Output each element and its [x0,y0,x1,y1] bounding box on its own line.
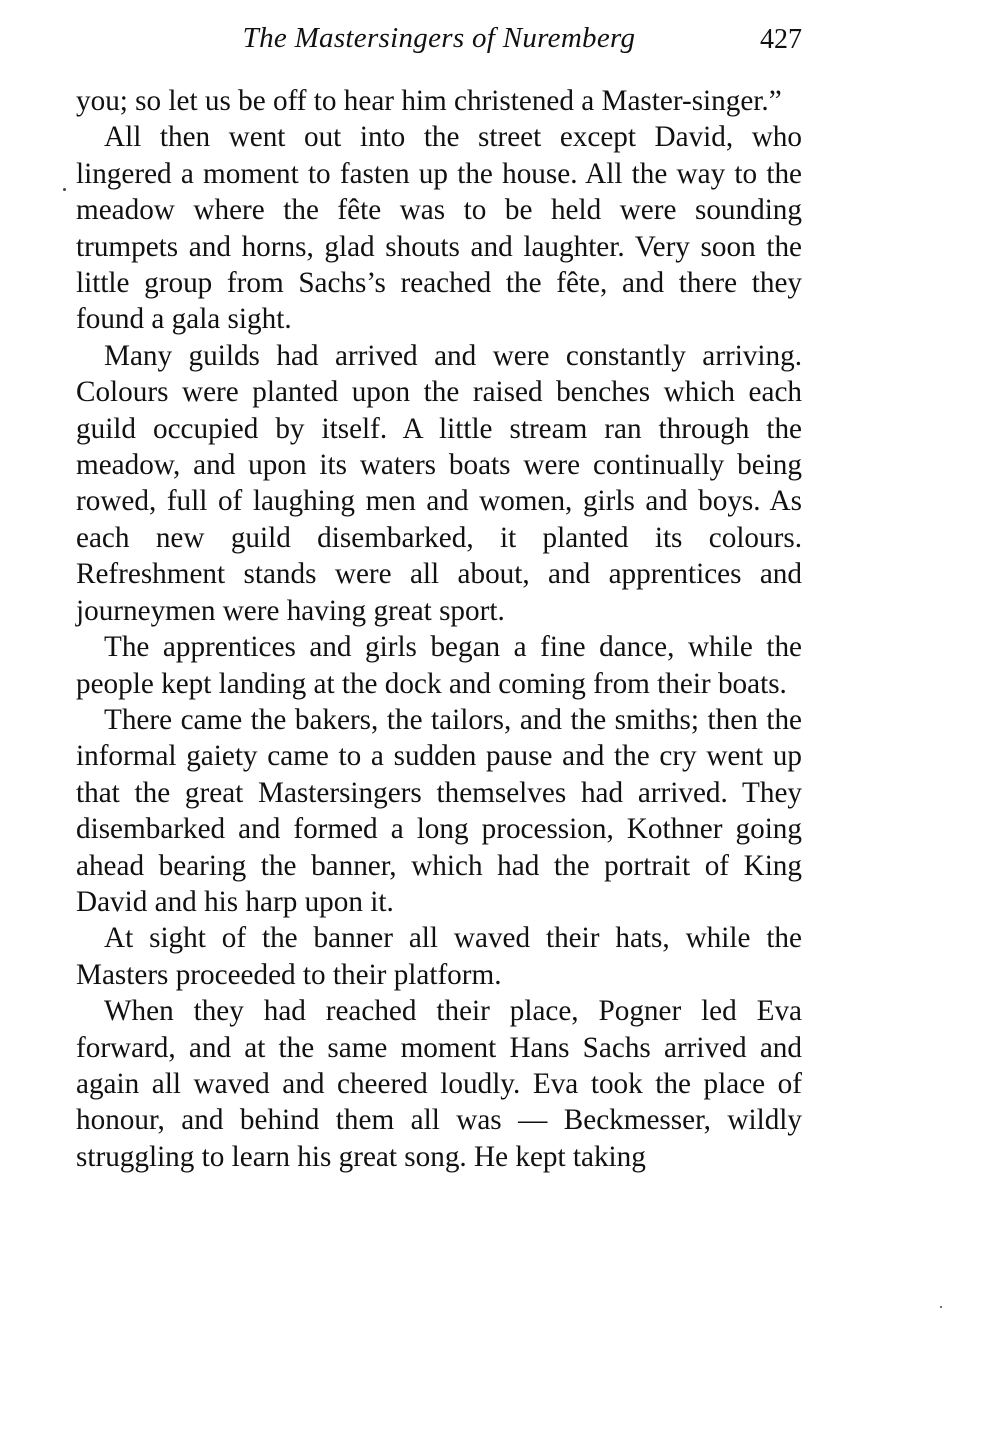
paragraph-continuation: you; so let us be off to hear him christened a Master-singer.” [76,85,782,117]
body-text [76,83,802,1175]
paragraph: There came the bakers, the tailors, and the smiths; then the informal gaiety came to a sudden pause and the cry went up that the great Mastersingers themselves had arrived. They disembarked and formed a long procession, Kothner going ahead bearing the banner, which had the portrait of King David and his harp upon it. [76,703,802,918]
paragraph: At sight of the banner all waved their hats, while the Masters proceeded to their platform. [76,922,802,991]
print-speck [63,188,66,191]
paragraph: All then went out into the street except David, who lingered a moment to fasten up the house. All the way to the meadow where the fête was to be held were sounding trumpets and horns, glad shouts and laughter. Very soon the little group from Sachs’s reached the fête, and there they found a gala sight. [76,121,802,336]
paragraph: When they had reached their place, Pogner led Eva forward, and at the same moment Hans Sachs arrived and again all waved and cheered loudly. Eva took the place of honour, and behind them all was — Beckmesser, wildly struggling to learn his great song. He kept taking [76,995,802,1173]
page-number: 427 [760,24,802,55]
print-speck [940,1306,942,1308]
running-title: The Mastersingers of Nuremberg [242,22,636,54]
paragraph: Many guilds had arrived and were constantly arriving. Colours were planted upon the raised benches which each guild occupied by itself. A little stream ran through the meadow, and upon its waters boats were continually being rowed, full of laughing men and women, girls and boys. As each new guild disembarked, it planted its colours. Refreshment stands were all about, and apprentices and journeymen were having great sport. [76,339,802,627]
running-head [76,22,802,62]
paragraph: The apprentices and girls began a fine dance, while the people kept landing at the dock and coming from their boats. [76,631,802,700]
